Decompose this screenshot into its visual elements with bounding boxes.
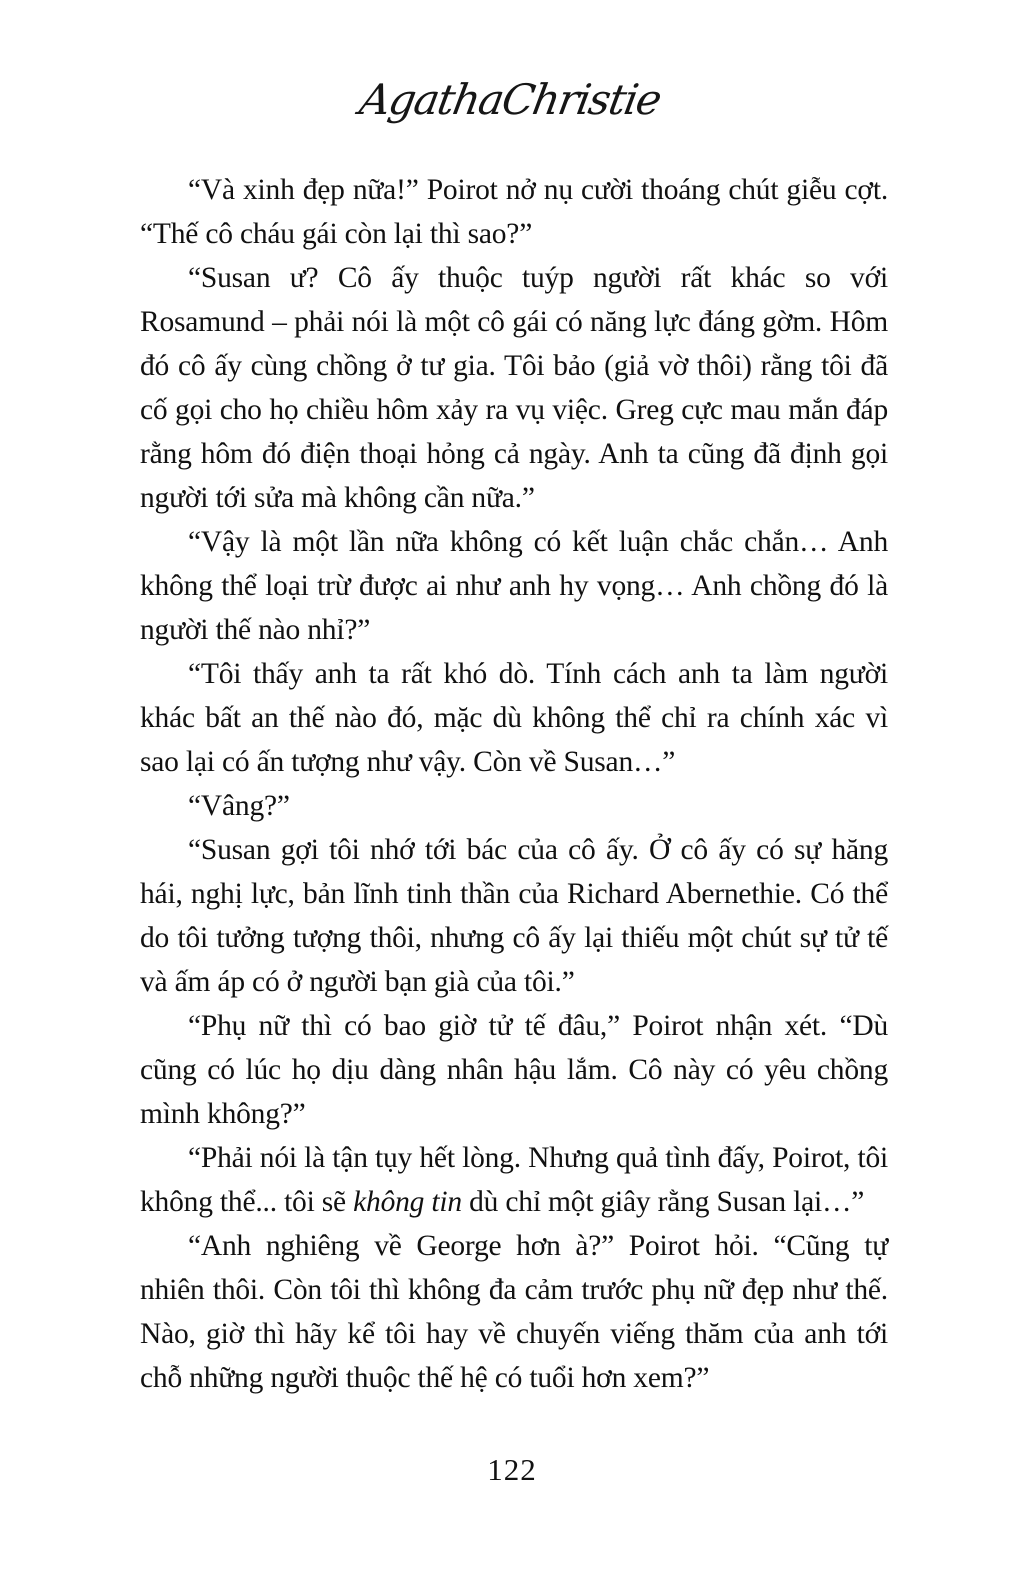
paragraph-8-end: dù chỉ một giây rằng Susan lại…” — [461, 1186, 865, 1218]
paragraph-1: “Và xinh đẹp nữa!” Poirot nở nụ cười thoáng chút giễu cợt. “Thế cô cháu gái còn lại thì sao?” — [140, 174, 888, 250]
paragraph-7: “Phụ nữ thì có bao giờ tử tế đâu,” Poirot nhận xét. “Dù cũng có lúc họ dịu dàng nhân hậu lắm. Cô này có yêu chồng mình không?” — [140, 1010, 888, 1130]
signature-text: AgathaChristie — [356, 75, 665, 124]
paragraph-9: “Anh nghiêng về George hơn à?” Poirot hỏi. “Cũng tự nhiên thôi. Còn tôi thì không đa cảm trước phụ nữ đẹp như thế. Nào, giờ thì hãy kể tôi hay về chuyến viếng thăm của anh tới chỗ những người thuộc thế hệ có tuổi hơn xem?” — [140, 1230, 888, 1394]
agatha-christie-signature-icon — [347, 62, 677, 140]
page-text-block — [140, 168, 888, 1400]
paragraph-8-emphasis: không tin — [353, 1186, 462, 1218]
paragraph-8-start: “Phải nói là tận tụy hết lòng. Nhưng quả tình đấy, Poirot, tôi không thể... tôi sẽ — [140, 1142, 888, 1218]
paragraph-3: “Vậy là một lần nữa không có kết luận chắc chắn… Anh không thể loại trừ được ai như anh hy vọng… Anh chồng đó là người thế nào nhỉ?” — [140, 526, 888, 646]
paragraph-5: “Vâng?” — [188, 790, 290, 822]
paragraph-4: “Tôi thấy anh ta rất khó dò. Tính cách anh ta làm người khác bất an thế nào đó, mặc dù không thể chỉ ra chính xác vì sao lại có ấn tượng như vậy. Còn về Susan…” — [140, 658, 888, 778]
author-signature-logo — [0, 62, 1024, 145]
page-number: 122 — [487, 1452, 537, 1487]
paragraph-6: “Susan gợi tôi nhớ tới bác của cô ấy. Ở cô ấy có sự hăng hái, nghị lực, bản lĩnh tinh thần của Richard Abernethie. Có thể do tôi tưởng tượng thôi, nhưng cô ấy lại thiếu một chút sự tử tế và ấm áp có ở người bạn già của tôi.” — [140, 834, 888, 998]
paragraph-8 — [140, 1136, 888, 1224]
paragraph-2: “Susan ư? Cô ấy thuộc tuýp người rất khác so với Rosamund – phải nói là một cô gái có năng lực đáng gờm. Hôm đó cô ấy cùng chồng ở tư gia. Tôi bảo (giả vờ thôi) rằng tôi đã cố gọi cho họ chiều hôm xảy ra vụ việc. Greg cực mau mắn đáp rằng hôm đó điện thoại hỏng cả ngày. Anh ta cũng đã định gọi người tới sửa mà không cần nữa.” — [140, 262, 888, 514]
